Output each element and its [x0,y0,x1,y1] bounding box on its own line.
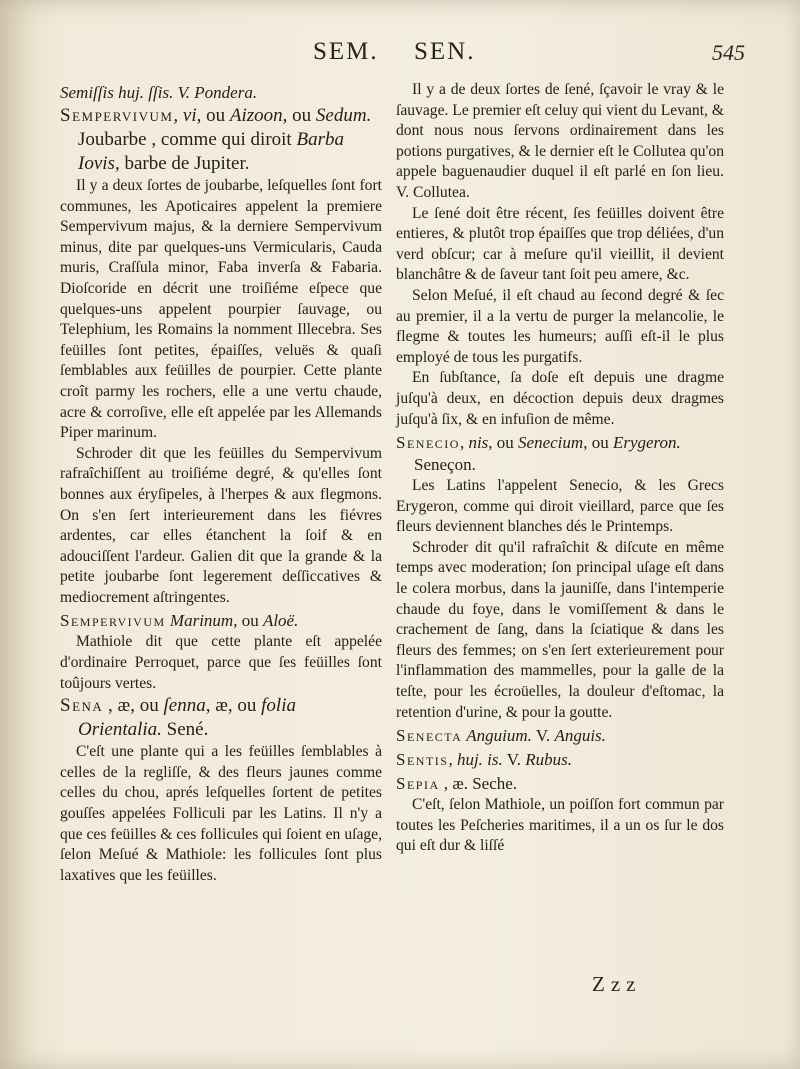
entry-senecio-paragraph-1: Les Latins l'appelent Senecio, & les Grecs Erygeron, comme qui diroit vieillard, parce que ſes fleurs deviennent blanches dés le Printemps. [396,477,724,536]
sene-paragraph-2: Le ſené doit être récent, ſes feüilles doivent être entieres, & plutôt trop épaiſſes que trop déliées, d'un verd obſcur; car à meſure qu'il vieillit, il devient blanchâtre & de ſaveur tant ſoit peu amere, &c. [396,204,724,284]
entry-sempervivum-marinum-paragraph: Mathiole dit que cette plante eſt appelée d'ordinaire Perroquet, parce que ſes feüilles ſont toûjours vertes. [60,633,382,692]
left-column [60,80,382,886]
entry-senecio-paragraph-2: Schroder dit qu'il rafraîchit & diſcute en même temps avec moderation; ſon principal uſage eſt dans le colera morbus, dans la jauniſſe, dans l'intemperie chaude du foye, dans le vomiſſement & dans le crachement de ſang, dans la ſciatique & dans les fleurs des femmes; on s'en ſert exterieurement pour l'inflammation des mammelles, pour la galle de la teſte, pour les écroüelles, la douleur d'eſtomac, la retention d'urine, & pour la goutte. [396,538,724,721]
entry-semissis: Semiſſis huj. ſſis. V. Pondera. [60,83,258,102]
header-right-word: SEN. [414,38,476,65]
entry-sepia-paragraph: C'eſt, ſelon Mathiole, un poiſſon fort commun par toutes les Peſcheries maritimes, il a un os ſur le dos qui eſt dur & liſſé [396,796,724,855]
entry-sempervivum-paragraph-2: Schroder dit que les feüilles du Sempervivum rafraîchiſſent au troiſiéme degré, & qu'elles ſont bonnes aux éryſipeles, à l'herpes & aux flegmons. On s'en ſert interieurement dans les fiévres ardentes, car elles étanchent la ſoif & en adouciſſent l'ardeur. Galien dit que la grande & la petite joubarbe ſont legerement deſſiccatives & mediocrement aſtringentes. [60,444,382,606]
right-column [396,80,724,857]
entry-sena-head: Sena , æ, ou ſenna, æ, ou folia Orientalia. Sené. [60,695,296,741]
entry-sentis-head: Sentis, huj. is. V. Rubus. [396,750,573,770]
header-left-word: SEM. [313,38,379,65]
entry-sempervivum-paragraph-1: Il y a deux ſortes de joubarbe, leſquelles ſont fort communes, les Apoticaires appelent la premiere Sempervivum majus, & la derniere Sempervivum minus, dite par quelques-uns Vermicularis, Cauda muris, Craſſula minor, Faba inverſa & Fabaria. Dioſcoride en décrit une troiſiéme eſpece que quelques-uns appelent pourpier ſauvage, ou Telephium, les Romains la nomment Illecebra. Ses feüilles ſont petites, épaiſſes, veluës & quaſi ſemblables aux feüilles de pourpier. Cette plante croît parmy les rochers, elle a une vertu chaude, acre & corroſive, elle eſt appelée par les Allemands Piper marinum. [60,177,382,442]
signature-mark: Zzz [592,972,642,996]
entry-sepia-head: Sepia , æ. Seche. [396,774,518,794]
entry-senecta-head: Senecta Anguium. V. Anguis. [396,726,606,746]
entry-sena-paragraph: C'eſt une plante qui a les feüilles ſemblables à celles de la regliſſe, & des fleurs jaunes comme celles du chou, aprés leſquelles ſortent de petites gouſſes appelées Folliculi par les Latins. Il n'y a que ces feüilles & ces follicules qui ſoient en uſage, ſelon Meſué & Mathiole: les follicules ſont plus laxatives que les feüilles. [60,743,382,884]
sene-paragraph-4: En ſubſtance, ſa doſe eſt depuis une dragme juſqu'à deux, en décoction depuis deux dragmes juſqu'à ſix, & en infuſion de même. [396,369,724,428]
sene-paragraph-3: Selon Meſué, il eſt chaud au ſecond degré & ſec au premier, il a la vertu de purger la melancolie, le flegme & toutes les humeurs; auſſi eſt-il le plus employé de tous les purgatifs. [396,286,724,366]
sene-paragraph-1: Il y a de deux ſortes de ſené, ſçavoir le vray & le ſauvage. Le premier eſt celuy qui vient du Levant, & dont nous nous ſervons ordinairement dans les potions purgatives, & le dernier eſt le Collutea qu'on appele baguenaudier duquel il eſt parlé en ſon lieu. V. Collutea. [396,81,724,201]
entry-sempervivum-head: Sempervivum, vi, ou Aizoon, ou Sedum. Joubarbe , comme qui diroit Barba Iovis, barbe de Jupiter. [60,105,372,174]
running-header [0,38,800,72]
page-number: 545 [712,40,745,65]
entry-sempervivum-marinum-head: Sempervivum Marinum, ou Aloë. [60,611,299,631]
entry-senecio-head: Senecio, nis, ou Senecium, ou Erygeron. Seneçon. [396,433,681,475]
